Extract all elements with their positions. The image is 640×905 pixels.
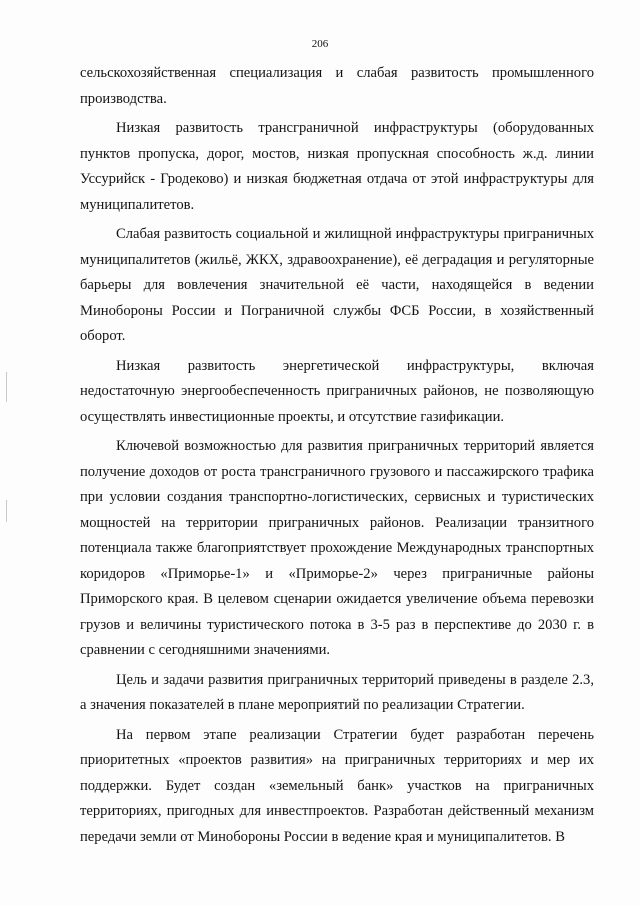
paragraph: Цель и задачи развития приграничных территорий приведены в разделе 2.3, а значения показателей в плане мероприятий по реализации Стратегии. <box>80 671 594 713</box>
paragraph: Слабая развитость социальной и жилищной инфраструктуры приграничных муниципалитетов (жильё, ЖКХ, здравоохранение), её деградация и регуляторные барьеры для вовлечения значительной её части, находящейся в ведении Минобороны России и Пограничной службы ФСБ России, в хозяйственный оборот. <box>80 226 594 344</box>
paragraph: Низкая развитость трансграничной инфраструктуры (оборудованных пунктов пропуска, дорог, мостов, низкая пропускная способность ж.д. линии Уссурийск - Гродеково) и низкая бюджетная отдача от этой инфраструктуры для муниципалитетов. <box>80 120 594 213</box>
page-number: 206 <box>311 38 329 50</box>
paragraph: Ключевой возможностью для развития приграничных территорий является получение доходов от роста трансграничного грузового и пассажирского трафика при условии создания транспортно-логистических, сервисных и туристических мощностей на территории приграничных районов. Реализации транзитного потенциала также благоприятствует прохождение Международных транспортных коридоров «Приморье-1» и «Приморье-2» через приграничные районы Приморского края. В целевом сценарии ожидается увеличение объема перевозки грузов и величины туристического потока в 3-5 раз в перспективе до 2030 г. в сравнении с сегодняшними значениями. <box>80 438 594 658</box>
scan-margin-mark <box>6 372 7 402</box>
scan-margin-mark <box>6 500 7 522</box>
paragraph: Низкая развитость энергетической инфраструктуры, включая недостаточную энергообеспеченность приграничных районов, не позволяющую осуществлять инвестиционные проекты, и отсутствие газификации. <box>80 357 594 425</box>
body-text <box>80 61 594 854</box>
paragraph: сельскохозяйственная специализация и слабая развитость промышленного производства. <box>80 65 594 107</box>
paragraph: На первом этапе реализации Стратегии будет разработан перечень приоритетных «проектов развития» на приграничных территориях и мер их поддержки. Будет создан «земельный банк» участков на приграничных территориях, пригодных для инвестпроектов. Разработан действенный механизм передачи земли от Минобороны России в ведение края и муниципалитетов. В <box>80 726 594 845</box>
